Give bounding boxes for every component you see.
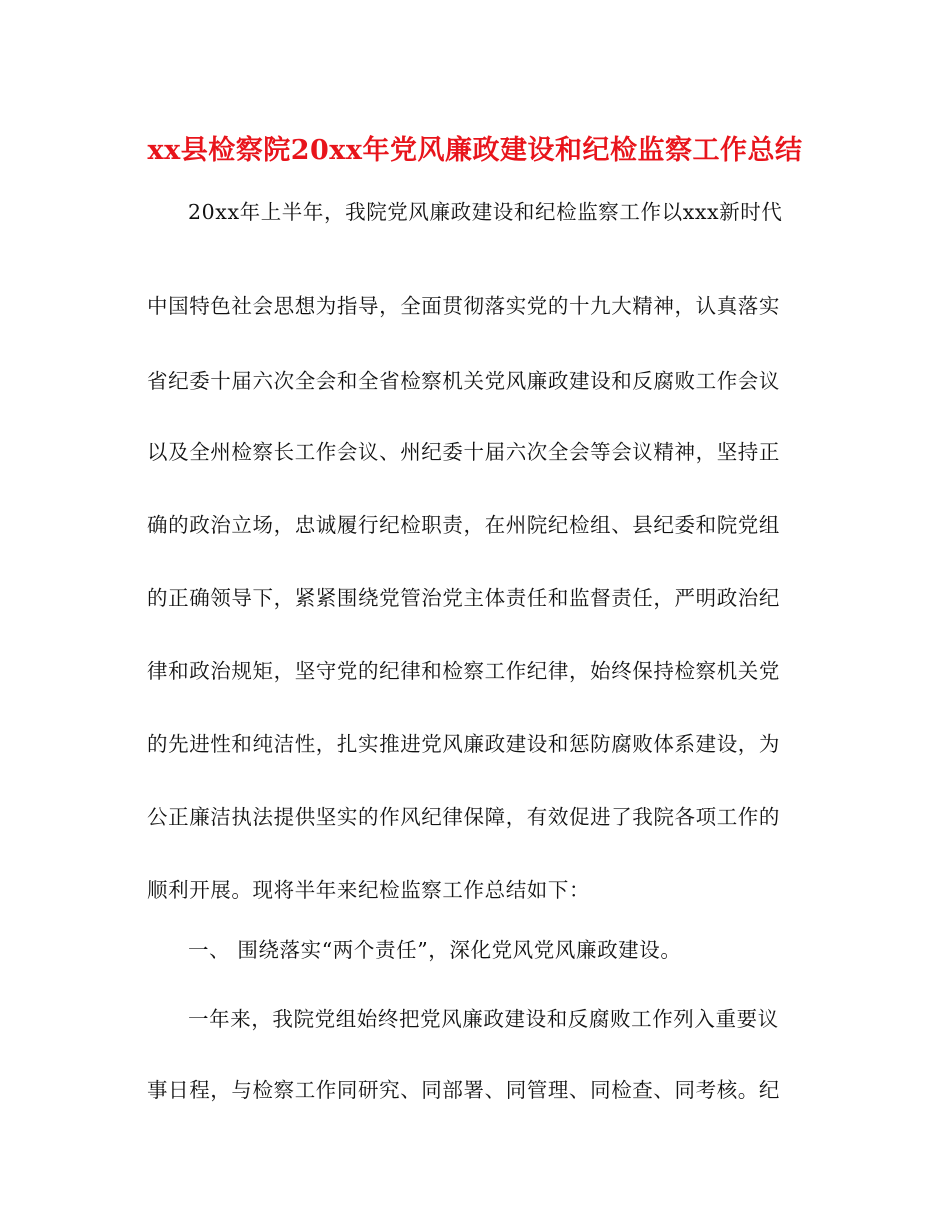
- document-title: xx县检察院20xx年党风廉政建设和纪检监察工作总结: [147, 135, 803, 166]
- paragraph-1-line-9: 公正廉洁执法提供坚实的作风纪律保障，有效促进了我院各项工作的: [147, 805, 780, 829]
- paragraph-1-line-5: 确的政治立场，忠诚履行纪检职责，在州院纪检组、县纪委和院党组: [147, 513, 780, 537]
- section-1-heading: 一、 围绕落实“两个责任”，深化党风党风廉政建设。: [188, 938, 682, 962]
- paragraph-1-line-10: 顺利开展。现将半年来纪检监察工作总结如下：: [147, 878, 591, 902]
- paragraph-1-line-6: 的正确领导下，紧紧围绕党管治党主体责任和监督责任，严明政治纪: [147, 586, 780, 610]
- paragraph-1-line-2: 中国特色社会思想为指导，全面贯彻落实党的十九大精神，认真落实: [147, 294, 780, 318]
- paragraph-1-line-3: 省纪委十届六次全会和全省检察机关党风廉政建设和反腐败工作会议: [147, 369, 780, 393]
- paragraph-2-line-2: 事日程，与检察工作同研究、同部署、同管理、同检查、同考核。纪: [147, 1078, 780, 1102]
- paragraph-1-line-7: 律和政治规矩，坚守党的纪律和检察工作纪律，始终保持检察机关党: [147, 659, 780, 683]
- paragraph-1-line-1: 20xx年上半年，我院党风廉政建设和纪检监察工作以xxx新时代: [188, 200, 783, 224]
- paragraph-1-line-8: 的先进性和纯洁性，扎实推进党风廉政建设和惩防腐败体系建设，为: [147, 732, 780, 756]
- paragraph-1-line-4: 以及全州检察长工作会议、州纪委十届六次全会等会议精神，坚持正: [147, 440, 780, 464]
- paragraph-2-line-1: 一年来，我院党组始终把党风廉政建设和反腐败工作列入重要议: [188, 1007, 779, 1031]
